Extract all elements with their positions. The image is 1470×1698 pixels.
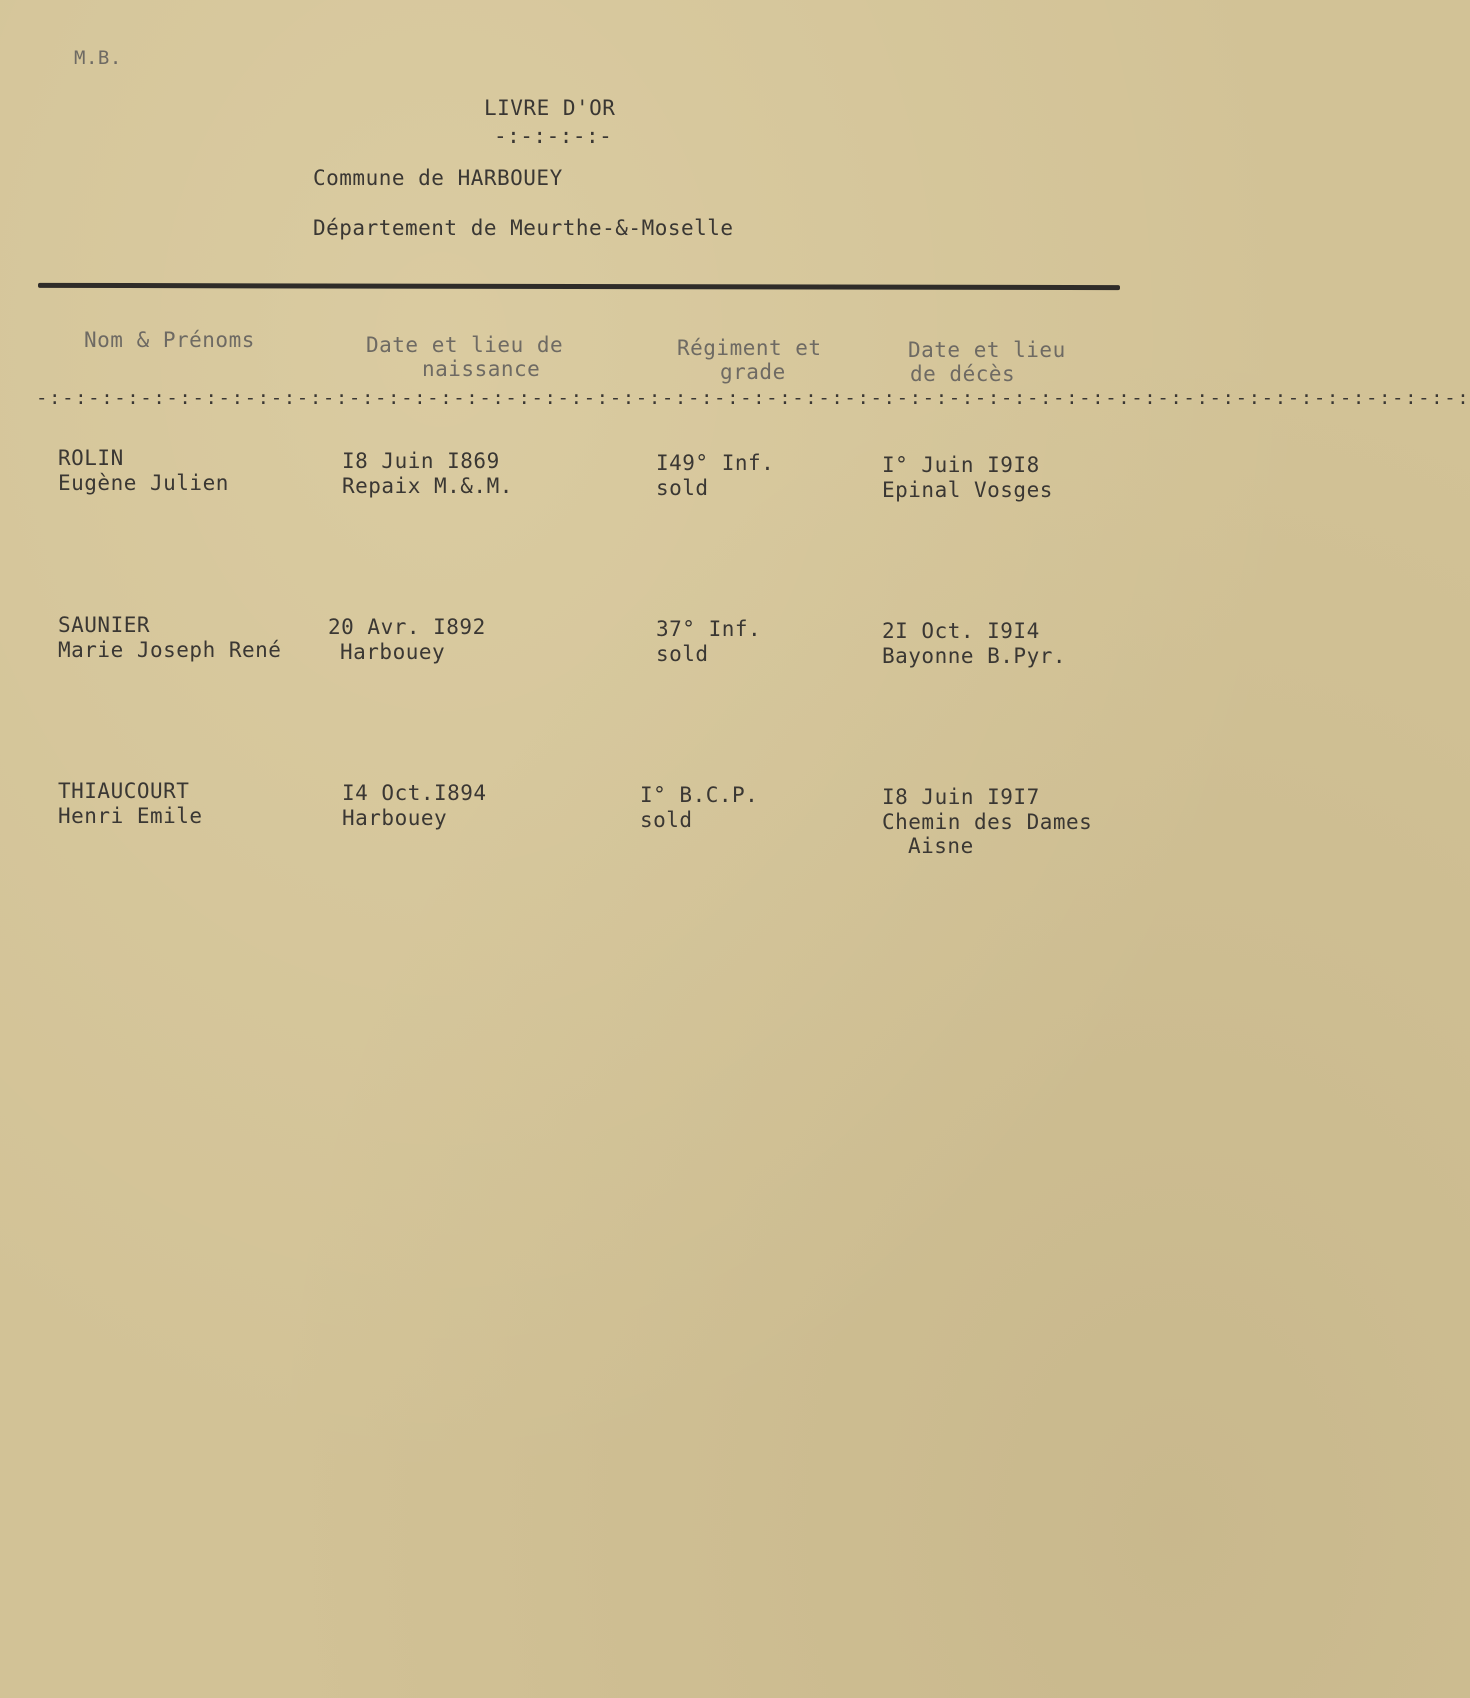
regiment: 37° Inf. (656, 617, 762, 641)
regiment: I° B.C.P. (640, 783, 759, 807)
birth-place: Harbouey (342, 806, 448, 830)
given-names: Marie Joseph René (58, 638, 282, 662)
birth-date: I4 Oct.I894 (342, 781, 487, 805)
death-place-continued: Aisne (908, 834, 974, 858)
death-date: 2I Oct. I9I4 (882, 619, 1040, 643)
birth-place: Harbouey (340, 640, 446, 664)
header-rule (38, 283, 1120, 290)
grade: sold (656, 476, 709, 500)
surname: SAUNIER (58, 613, 151, 637)
death-date: I8 Juin I9I7 (882, 785, 1040, 809)
given-names: Eugène Julien (58, 471, 229, 495)
document-mark: M.B. (74, 47, 122, 69)
grade: sold (656, 642, 709, 666)
birth-date: I8 Juin I869 (342, 449, 500, 473)
title-ornament: -:-:-:-:- (494, 124, 613, 148)
death-place: Epinal Vosges (882, 478, 1053, 502)
given-names: Henri Emile (58, 804, 203, 828)
death-place: Chemin des Dames (882, 810, 1093, 834)
death-date: I° Juin I9I8 (882, 453, 1040, 477)
column-header-name: Nom & Prénoms (84, 328, 255, 352)
document-title: LIVRE D'OR (484, 96, 616, 120)
header-separator: -:-:-:-:-:-:-:-:-:-:-:-:-:-:-:-:-:-:-:-:-:-:-:-:-:-:-:-:-:-:-:-:-:-:-:-:-:-:-:-:-:-:-:-:-:-:-:-:-:-:-:-:-:-:-: (36, 387, 1470, 409)
death-place: Bayonne B.Pyr. (882, 644, 1067, 668)
surname: ROLIN (58, 446, 124, 470)
birth-place: Repaix M.&.M. (342, 474, 513, 498)
birth-date: 20 Avr. I892 (328, 615, 486, 639)
column-header-regiment-line1: Régiment et (677, 336, 822, 360)
column-header-death-line2: de décès (910, 362, 1016, 386)
surname: THIAUCOURT (58, 779, 190, 803)
grade: sold (640, 808, 693, 832)
column-header-regiment-line2: grade (720, 360, 786, 384)
commune-line: Commune de HARBOUEY (313, 166, 563, 190)
column-header-birth-line2: naissance (422, 357, 541, 381)
department-line: Département de Meurthe-&-Moselle (313, 216, 734, 240)
column-header-death-line1: Date et lieu (908, 338, 1066, 362)
regiment: I49° Inf. (656, 451, 775, 475)
column-header-birth-line1: Date et lieu de (366, 333, 564, 357)
